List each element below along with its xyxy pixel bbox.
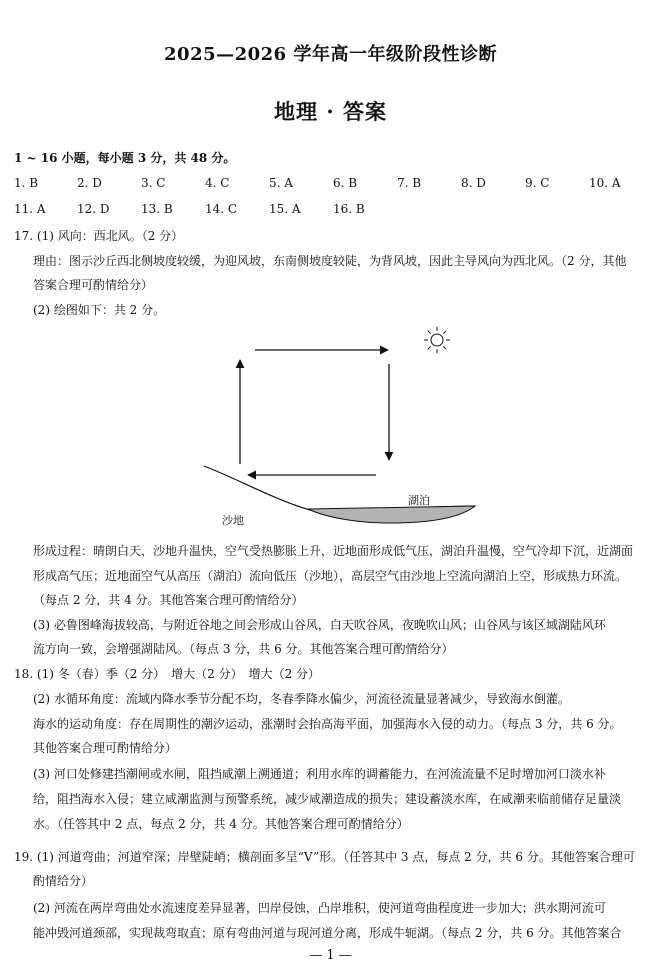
mc-answer: 6. B	[333, 176, 358, 190]
q17-reason-cont: 答案合理可酌情给分）	[33, 278, 154, 292]
sun-icon	[424, 327, 450, 353]
mc-intro: 1 ~ 16 小题，每小题 3 分，共 48 分。	[14, 151, 236, 165]
mc-answer: 1. B	[14, 176, 39, 190]
q19-part1-cont: 酌情给分）	[33, 874, 94, 888]
q19-part2: (2) 河流在两岸弯曲处水流速度差异显著，凹岸侵蚀，凸岸堆积，使河道弯曲程度进一步加大；洪水期河流可	[33, 901, 606, 915]
mc-answer: 11. A	[14, 202, 46, 216]
exam-title: 2025—2026 学年高一年级阶段性诊断	[164, 44, 497, 65]
thermal-circulation-diagram	[190, 320, 490, 530]
sand-ground-line	[204, 466, 475, 510]
q19-part2-cont: 能冲毁河道颈部，实现裁弯取直；原有弯曲河道与现河道分离，形成牛轭湖。（每点 2 分，共 6 分。其他答案合	[33, 926, 622, 940]
lake-shape	[308, 506, 475, 523]
q18-part1: 18. (1) 冬（春）季（2 分） 增大（2 分） 增大（2 分）	[14, 667, 321, 681]
q19-part1: 19. (1) 河道弯曲；河道窄深；岸壁陡峭；横剖面多呈“V”形。（任答其中 3 点，每点 2 分，共 6 分。其他答案合理可	[14, 850, 635, 864]
q17-reason: 理由：图示沙丘西北侧坡度较缓，为迎风坡，东南侧坡度较陡，为背风坡，因此主导风向为西北风。（2 分，其他	[33, 254, 627, 268]
q17-process-cont: 形成高气压；近地面空气从高压（湖泊）流向低压（沙地），高层空气由沙地上空流向湖泊上空，形成热力环流。	[33, 569, 628, 583]
lake-label: 湖泊	[408, 494, 430, 507]
mc-answer: 12. D	[77, 202, 110, 216]
page-number: — 1 —	[309, 948, 352, 963]
mc-answer: 8. D	[461, 176, 486, 190]
mc-answer: 16. B	[333, 202, 365, 216]
q17-part3: (3) 必鲁图峰海拔较高，与附近谷地之间会形成山谷风，白天吹谷风，夜晚吹山风；山谷风与该区域湖陆风环	[33, 618, 606, 632]
mc-answer: 2. D	[77, 176, 102, 190]
mc-answer: 15. A	[269, 202, 301, 216]
mc-answer: 3. C	[141, 176, 166, 190]
mc-answer: 7. B	[397, 176, 422, 190]
mc-answer: 4. C	[205, 176, 230, 190]
subject-title: 地理 · 答案	[274, 99, 387, 124]
sand-label: 沙地	[222, 514, 244, 527]
q18-part2: (2) 水循环角度：流域内降水季节分配不均，冬春季降水偏少，河流径流量显著减少，导致海水倒灌。	[33, 692, 570, 706]
q17-part2: (2) 绘图如下：共 2 分。	[33, 303, 166, 317]
q17-process: 形成过程：晴朗白天，沙地升温快，空气受热膨胀上升，近地面形成低气压，湖泊升温慢，空气冷却下沉，近湖面	[33, 544, 634, 558]
mc-answer: 10. A	[589, 176, 621, 190]
q18-part3-cont: 给，阻挡海水入侵；建立咸潮监测与预警系统，减少咸潮造成的损失；建设蓄淡水库，在咸潮来临前储存足量淡	[33, 792, 622, 806]
q18-part3: (3) 河口处修建挡潮闸或水闸，阻挡咸潮上溯通道；利用水库的调蓄能力，在河流流量不足时增加河口淡水补	[33, 767, 606, 781]
mc-answer: 14. C	[205, 202, 238, 216]
q18-part2-cont: 海水的运动角度：存在周期性的潮汐运动，涨潮时会抬高海平面，加强海水入侵的动力。（每点 3 分，共 6 分。	[33, 717, 622, 731]
q17-part1: 17. (1) 风向：西北风。（2 分）	[14, 229, 184, 243]
q17-part3-cont: 流方向一致，会增强湖陆风。（每点 3 分，共 6 分。其他答案合理可酌情给分）	[33, 642, 454, 656]
mc-answer: 9. C	[525, 176, 550, 190]
q18-part3-score: 水。（任答其中 2 点，每点 2 分，共 4 分。其他答案合理可酌情给分）	[33, 817, 409, 831]
mc-answer: 13. B	[141, 202, 173, 216]
mc-answer: 5. A	[269, 176, 293, 190]
q18-part2-score: 其他答案合理可酌情给分）	[33, 741, 178, 755]
q17-process-score: （每点 2 分，共 4 分。其他答案合理可酌情给分）	[33, 593, 304, 607]
